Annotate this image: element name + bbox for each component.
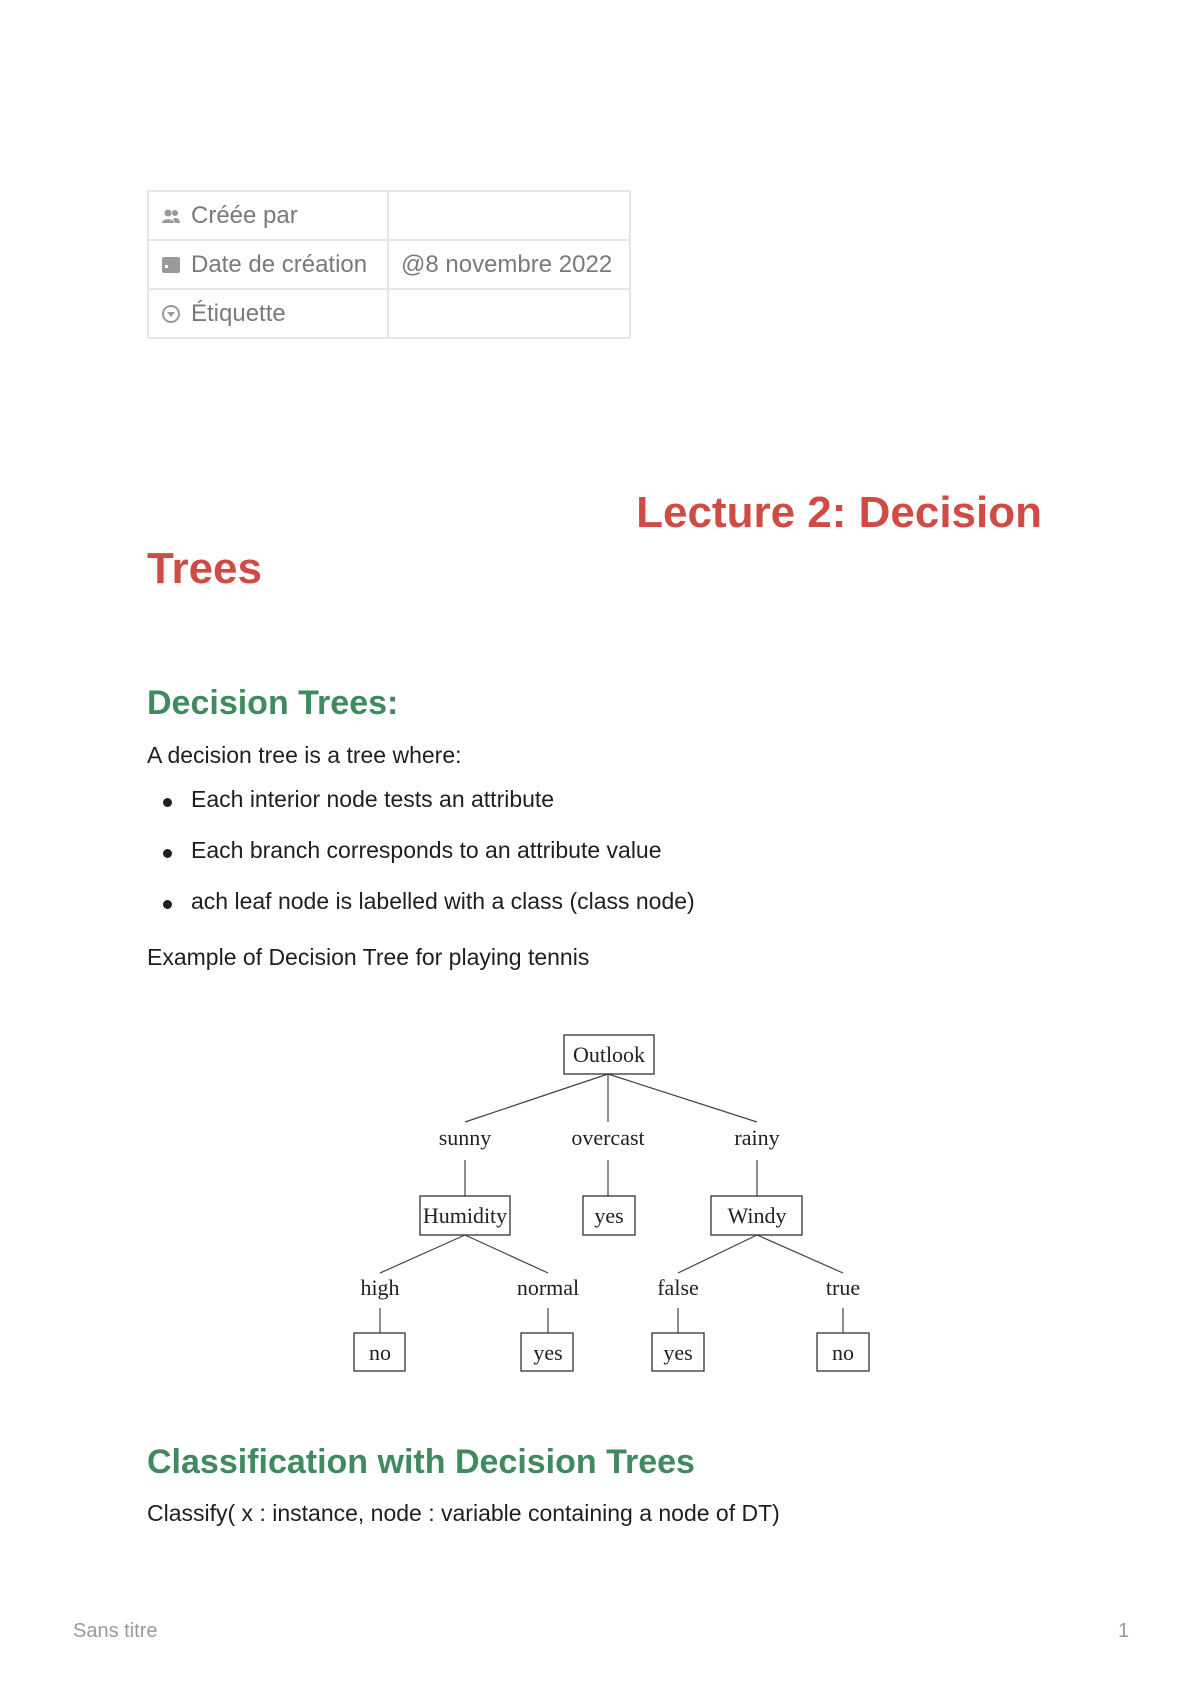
page-title-line-1: Lecture 2: Decision [636,488,1042,537]
tree-node-windy: Windy [727,1203,787,1228]
property-key-cell [148,240,388,289]
people-icon [161,206,181,226]
property-row [148,289,630,338]
decision-tree-diagram [330,1030,890,1380]
tree-leaf-high: no [369,1340,391,1365]
footer-page-number: 1 [1118,1620,1130,1642]
property-row [148,240,630,289]
tree-branch-high: high [360,1275,400,1300]
tree-leaf-overcast: yes [594,1203,624,1228]
property-key-cell [148,289,388,338]
footer-document-name: Sans titre [73,1620,158,1642]
tree-node-outlook: Outlook [572,1042,646,1067]
section-heading-decision-trees: Decision Trees: [147,684,399,722]
list-item: Each branch corresponds to an attribute value [147,837,695,888]
list-item: ach leaf node is labelled with a class (class node) [147,888,695,939]
page-title-line-2: Trees [147,544,262,593]
classify-paragraph: Classify( x : instance, node : variable containing a node of DT) [147,1500,780,1526]
property-row [148,191,630,240]
tree-branch-true: true [825,1275,861,1300]
property-value[interactable] [388,191,630,240]
property-key: Créée par [191,201,298,229]
tree-branch-sunny: sunny [438,1125,492,1150]
example-paragraph: Example of Decision Tree for playing tennis [147,944,590,970]
tree-node-humidity: Humidity [422,1203,508,1228]
tree-branch-rainy: rainy [734,1125,780,1150]
tree-branch-normal: normal [516,1275,580,1300]
section-heading-classification: Classification with Decision Trees [147,1443,695,1481]
property-value[interactable] [388,289,630,338]
tree-branch-false: false [657,1275,699,1300]
properties-table [147,190,631,339]
property-key: Étiquette [191,299,286,327]
tree-labels [360,1042,860,1365]
list-item: Each interior node tests an attribute [147,786,695,837]
page-title [147,485,1042,597]
property-value[interactable]: @8 novembre 2022 [388,240,630,289]
tree-leaf-normal: yes [533,1340,563,1365]
bullet-list [147,786,695,939]
calendar-icon [161,255,181,275]
intro-paragraph: A decision tree is a tree where: [147,742,462,768]
property-key: Date de création [191,250,368,278]
tree-leaf-true: no [832,1340,854,1365]
tree-branch-overcast: overcast [571,1125,645,1150]
tag-icon [161,304,181,324]
tree-leaf-false: yes [663,1340,693,1365]
property-key-cell [148,191,388,240]
